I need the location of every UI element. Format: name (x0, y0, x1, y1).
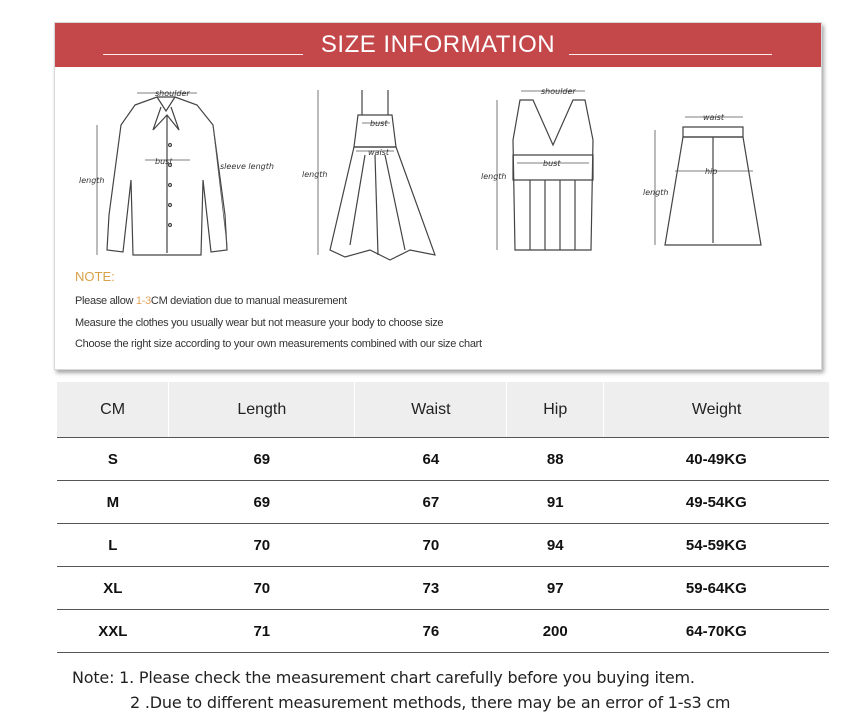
footnote-line-1: Note: 1. Please check the measurement chart carefully before you buying item. (72, 668, 695, 687)
cell-hip: 200 (507, 610, 604, 653)
blouse-bust-label: bust (155, 157, 173, 166)
header-cm: CM (57, 382, 169, 438)
cell-size: S (57, 438, 169, 481)
cell-hip: 88 (507, 438, 604, 481)
banner-title: SIZE INFORMATION (320, 31, 556, 58)
header-weight: Weight (604, 382, 829, 438)
cell-waist: 73 (355, 567, 507, 610)
dress-bust-label: bust (370, 119, 388, 128)
cell-hip: 91 (507, 481, 604, 524)
cell-waist: 64 (355, 438, 507, 481)
header-waist: Waist (355, 382, 507, 438)
table-row (57, 524, 829, 567)
cell-weight: 64-70KG (604, 610, 829, 653)
cell-weight: 54-59KG (604, 524, 829, 567)
cell-size: XXL (57, 610, 169, 653)
table-header-row (57, 382, 829, 438)
tank-top-diagram (475, 85, 625, 270)
cell-hip: 94 (507, 524, 604, 567)
cell-length: 70 (169, 524, 355, 567)
skirt-waist-label: waist (703, 113, 724, 122)
blouse-sleeve-label: sleeve length (220, 162, 274, 171)
tank-length-label: length (481, 172, 507, 181)
note-line-2: Measure the clothes you usually wear but not measure your body to choose size (75, 317, 444, 329)
note-line-1-suffix: CM deviation due to manual measurement (150, 295, 347, 307)
note-line-1 (75, 295, 347, 307)
skirt-hip-label: hip (705, 167, 718, 176)
cell-weight: 59-64KG (604, 567, 829, 610)
skirt-length-label: length (643, 188, 669, 197)
cell-waist: 76 (355, 610, 507, 653)
dress-waist-label: waist (368, 148, 389, 157)
cell-hip: 97 (507, 567, 604, 610)
size-table (57, 382, 829, 653)
banner (55, 23, 821, 67)
cell-size: M (57, 481, 169, 524)
footnote-line-2: 2 .Due to different measurement methods, there may be an error of 1-s3 cm (130, 693, 731, 712)
table-row (57, 481, 829, 524)
cell-length: 70 (169, 567, 355, 610)
skirt-diagram (643, 85, 783, 270)
header-length: Length (169, 382, 355, 438)
cell-waist: 67 (355, 481, 507, 524)
cell-weight: 40-49KG (604, 438, 829, 481)
cell-length: 69 (169, 438, 355, 481)
dress-diagram (300, 85, 450, 270)
cell-size: L (57, 524, 169, 567)
cell-waist: 70 (355, 524, 507, 567)
blouse-shoulder-label: shoulder (155, 89, 190, 98)
blouse-diagram (75, 85, 274, 270)
tank-shoulder-label: shoulder (541, 87, 576, 96)
table-row (57, 438, 829, 481)
note-line-3: Choose the right size according to your own measurements combined with our size chart (75, 338, 482, 350)
table-row (57, 610, 829, 653)
tank-bust-label: bust (543, 159, 561, 168)
note-line-1-highlight: 1-3 (135, 295, 151, 307)
note-title: NOTE: (75, 269, 115, 284)
size-info-card (54, 22, 822, 370)
cell-length: 69 (169, 481, 355, 524)
note-line-1-prefix: Please allow (75, 295, 136, 307)
cell-size: XL (57, 567, 169, 610)
blouse-length-label: length (79, 176, 105, 185)
cell-weight: 49-54KG (604, 481, 829, 524)
cell-length: 71 (169, 610, 355, 653)
table-row (57, 567, 829, 610)
dress-length-label: length (302, 170, 328, 179)
header-hip: Hip (507, 382, 604, 438)
